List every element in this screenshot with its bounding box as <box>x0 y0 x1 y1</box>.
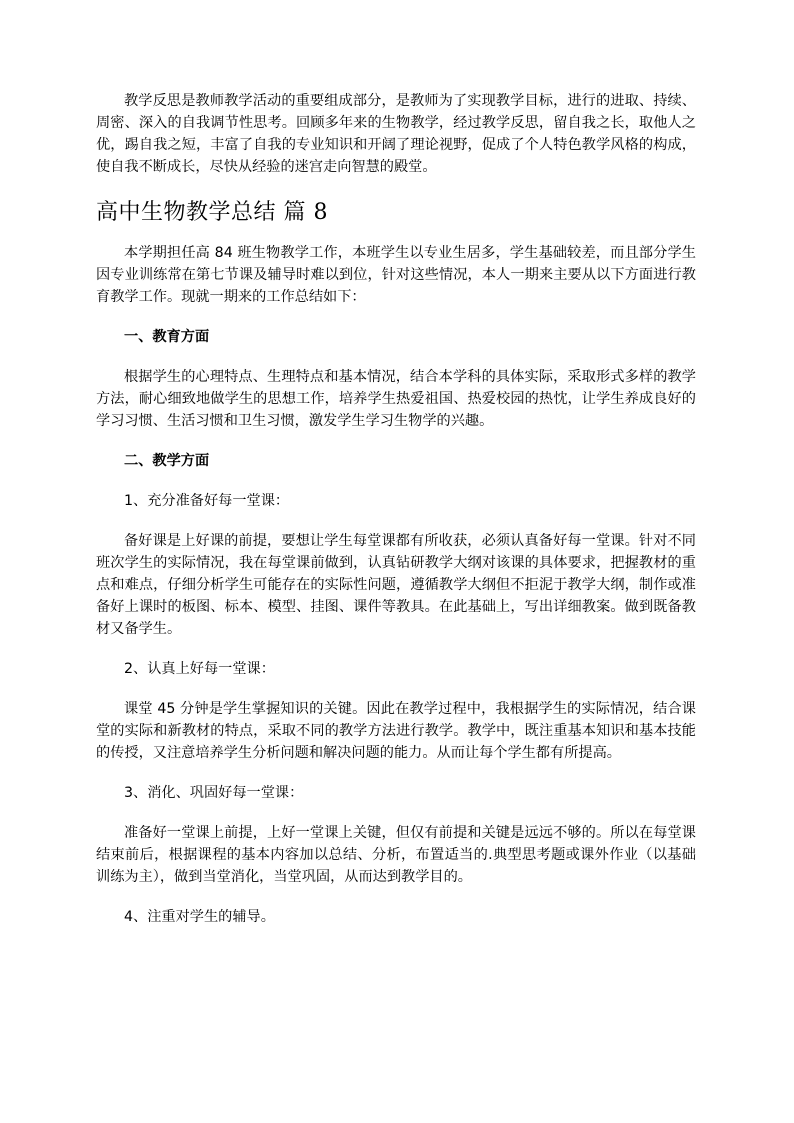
intro-paragraph: 教学反思是教师教学活动的重要组成部分，是教师为了实现教学目标，进行的进取、持续、周密、深入的自我调节性思考。回顾多年来的生物教学，经过教学反思，留自我之长，取他人之优，踢自我之短，丰富了自我的专业知识和开阔了理论视野，促成了个人特色教学风格的构成，使自我不断成长，尽快从经验的迷宫走向智慧的殿堂。 <box>96 93 696 175</box>
item-2-title: 2、认真上好每一堂课： <box>124 661 275 677</box>
item-3-title: 3、消化、巩固好每一堂课： <box>124 785 304 801</box>
item-1-title: 1、充分准备好每一堂课： <box>124 493 290 509</box>
paragraph-education: 根据学生的心理特点、生理特点和基本情况，结合本学科的具体实际，采取形式多样的教学方法，耐心细致地做学生的思想工作，培养学生热爱祖国、热爱校园的热忱，让学生养成良好的学习习惯、生活习惯和卫生习惯，激发学生学习生物学的兴趣。 <box>96 369 696 429</box>
paragraph-overview: 本学期担任高 84 班生物教学工作，本班学生以专业生居多，学生基础较差，而且部分学生因专业训练常在第七节课及辅导时难以到位，针对这些情况，本人一期来主要从以下方面进行教育教学工作。现就一期来的工作总结如下： <box>96 245 696 305</box>
heading-education: 一、教育方面 <box>124 329 210 345</box>
item-1-text: 备好课是上好课的前提，要想让学生每堂课都有所收获，必须认真备好每一堂课。针对不同班次学生的实际情况，我在每堂课前做到，认真钻研教学大纲对该课的具体要求，把握教材的重点和难点，仔细分析学生可能存在的实际性问题，遵循教学大纲但不拒泥于教学大纲，制作或准备好上课时的板图、标本、模型、挂图、课件等教具。在此基础上，写出详细教案。做到既备教材又备学生。 <box>96 533 696 637</box>
heading-teaching: 二、教学方面 <box>124 453 210 469</box>
item-3-text: 准备好一堂课上前提，上好一堂课上关键，但仅有前提和关键是远远不够的。所以在每堂课结束前后，根据课程的基本内容加以总结、分析，布置适当的.典型思考题或课外作业（以基础训练为主），做到当堂消化，当堂巩固，从而达到教学目的。 <box>96 825 696 885</box>
item-4-title: 4、注重对学生的辅导。 <box>124 909 275 925</box>
item-2-text: 课堂 45 分钟是学生掌握知识的关键。因此在教学过程中，我根据学生的实际情况，结合课堂的实际和新教材的特点，采取不同的教学方法进行教学。教学中，既注重基本知识和基本技能的传授，又注意培养学生分析问题和解决问题的能力。从而让每个学生都有所提高。 <box>96 701 696 761</box>
section-title: 高中生物教学总结 篇 8 <box>96 200 328 225</box>
document-body <box>96 90 696 928</box>
